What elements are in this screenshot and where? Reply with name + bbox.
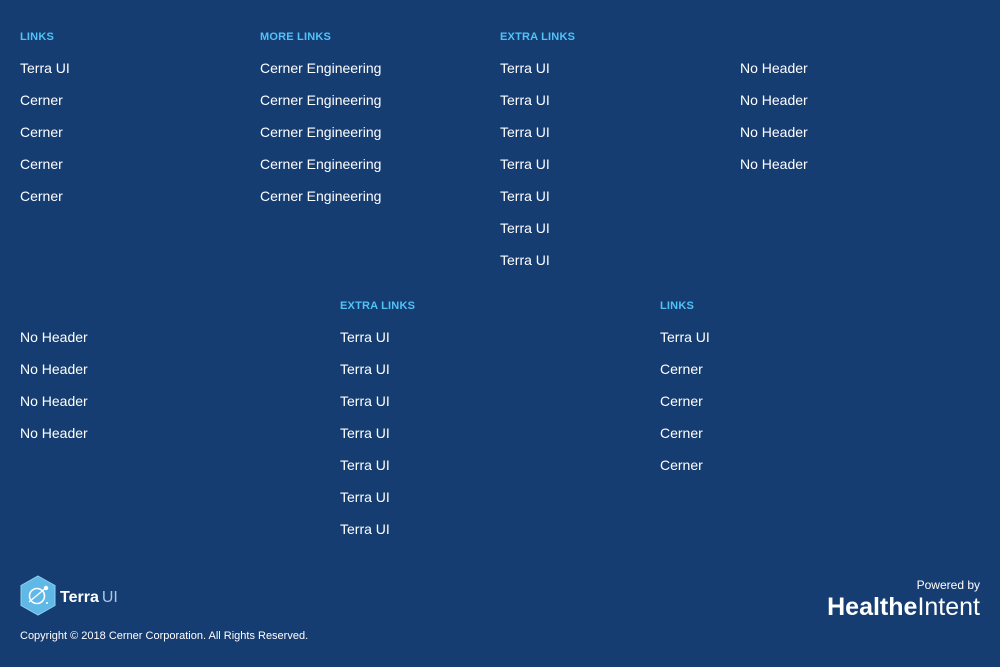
link-column [660,291,960,481]
link-column [740,22,960,180]
footer-link[interactable]: Terra UI [500,92,550,108]
column-header: MORE LINKS [260,31,332,43]
brand-light: Intent [917,593,980,621]
footer-link[interactable]: Terra UI [20,60,70,76]
healtheintent-logo [827,593,980,621]
footer-link[interactable]: Cerner Engineering [260,156,382,172]
footer-link[interactable]: No Header [20,425,88,441]
footer-link[interactable]: No Header [20,329,88,345]
footer-link[interactable]: Terra UI [500,188,550,204]
column-header: LINKS [20,31,54,43]
footer-link[interactable]: Terra UI [500,124,550,140]
column-header: EXTRA LINKS [500,31,576,43]
powered-by-area [827,578,980,621]
logo-text [60,589,118,607]
footer-link[interactable]: Cerner [660,393,703,409]
footer-link[interactable]: Terra UI [340,521,390,537]
column-header [20,291,320,321]
footer-link[interactable]: Cerner [20,92,63,108]
footer-link[interactable]: Terra UI [500,156,550,172]
footer-link[interactable]: Cerner [20,124,63,140]
footer-link[interactable]: No Header [20,361,88,377]
footer-link[interactable]: No Header [740,124,808,140]
footer-link[interactable]: Terra UI [340,425,390,441]
footer-link[interactable]: Cerner [660,425,703,441]
link-column [500,22,720,276]
column-header: EXTRA LINKS [340,300,416,312]
footer-link[interactable]: Terra UI [340,361,390,377]
footer-link[interactable]: Terra UI [500,252,550,268]
footer-link[interactable]: Cerner Engineering [260,124,382,140]
footer-link[interactable]: No Header [740,156,808,172]
link-column [20,291,320,449]
footer-link[interactable]: Terra UI [500,220,550,236]
footer-link[interactable]: Cerner [660,361,703,377]
footer-link[interactable]: Terra UI [660,329,710,345]
brand-bold: Healthe [827,593,918,621]
footer-link[interactable]: Terra UI [340,393,390,409]
footer-link[interactable]: Terra UI [340,489,390,505]
footer-link[interactable]: Cerner Engineering [260,60,382,76]
footer-link[interactable]: Terra UI [340,457,390,473]
footer-link[interactable]: Cerner [20,156,63,172]
logo-suffix: UI [101,589,118,606]
footer-logo-area [20,577,118,619]
terra-ui-logo [20,577,118,619]
copyright-text: Copyright © 2018 Cerner Corporation. All Rights Reserved. [20,630,309,642]
footer-link[interactable]: Cerner Engineering [260,188,382,204]
powered-by-label: Powered by [916,578,980,592]
footer-link[interactable]: Terra UI [340,329,390,345]
column-header: LINKS [660,300,694,312]
footer-link[interactable]: Cerner Engineering [260,92,382,108]
link-column [260,22,480,212]
footer-link[interactable]: Terra UI [500,60,550,76]
footer-link[interactable]: No Header [740,92,808,108]
footer-link[interactable]: No Header [740,60,808,76]
footer-link[interactable]: Cerner [660,457,703,473]
column-header [740,22,960,52]
footer-link[interactable]: Cerner [20,188,63,204]
logo-name: Terra [60,589,99,606]
link-column [340,291,640,545]
link-column [20,22,240,212]
footer-link[interactable]: No Header [20,393,88,409]
terra-logo-icon [20,575,56,621]
